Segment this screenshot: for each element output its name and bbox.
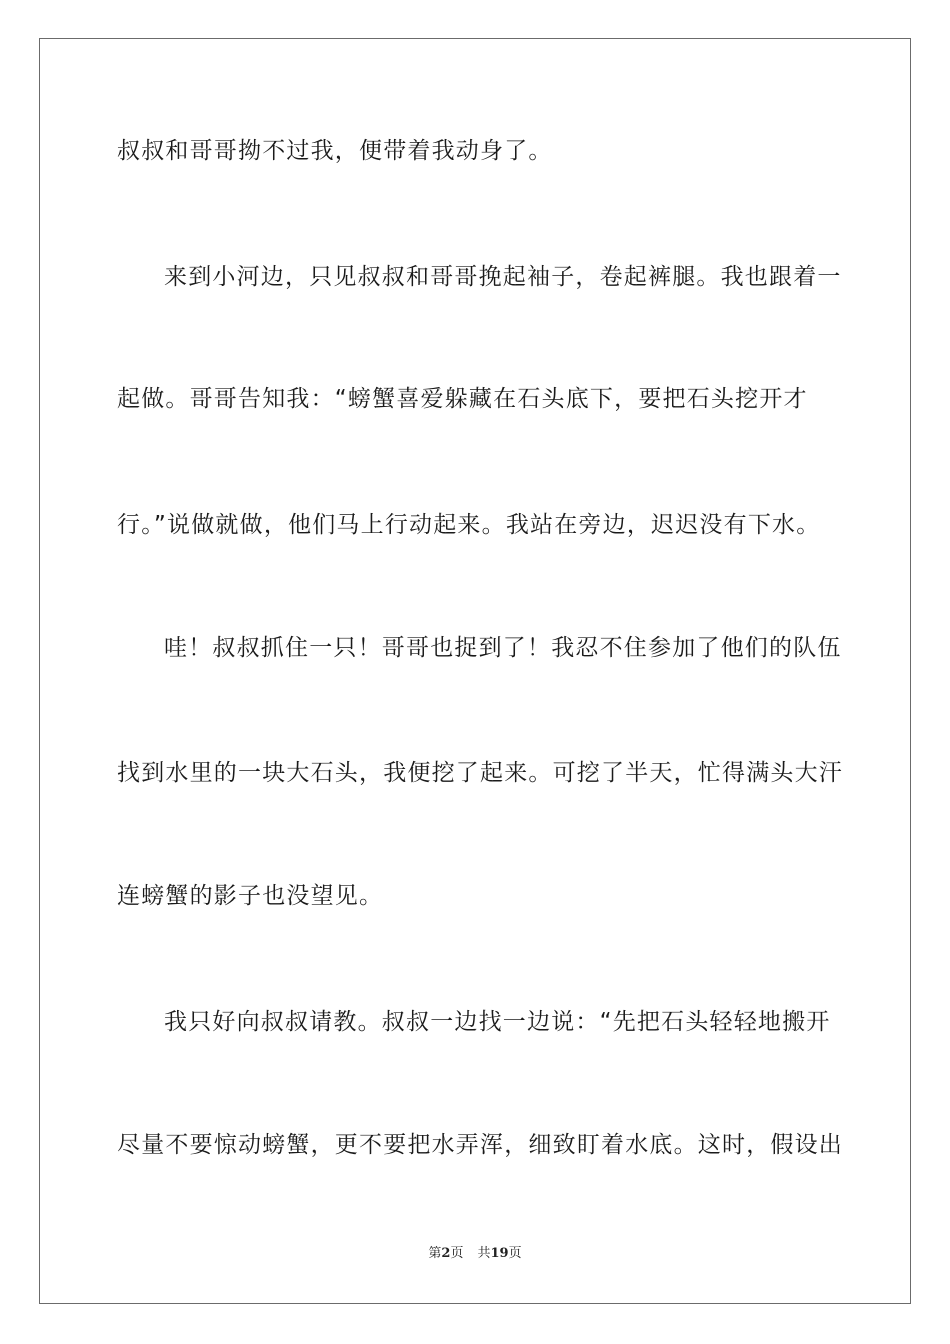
paragraph-start-line: 来到小河边，只见叔叔和哥哥挽起袖子，卷起裤腿。我也跟着一 <box>164 264 842 290</box>
text-line: 起做。哥哥告知我：“螃蟹喜爱躲藏在石头底下，要把石头挖开才 <box>117 386 808 412</box>
paragraph-start-line: 我只好向叔叔请教。叔叔一边找一边说：“先把石头轻轻地搬开 <box>164 1009 831 1035</box>
page-label-prefix: 第 <box>428 1246 442 1261</box>
page-label-suffix: 页 <box>450 1246 464 1261</box>
text-line: 行。”说做就做，他们马上行动起来。我站在旁边，迟迟没有下水。 <box>117 512 821 538</box>
paragraph-start-line: 哇！叔叔抓住一只！哥哥也捉到了！我忍不住参加了他们的队伍 <box>164 635 842 661</box>
total-pages: 19 <box>490 1246 509 1261</box>
text-line: 叔叔和哥哥拗不过我，便带着我动身了。 <box>117 138 553 164</box>
text-line: 连螃蟹的影子也没望见。 <box>117 883 384 909</box>
page-frame <box>39 38 911 1304</box>
text-line: 尽量不要惊动螃蟹，更不要把水弄浑，细致盯着水底。这时，假设出 <box>117 1132 843 1158</box>
page-footer <box>0 1245 950 1263</box>
page-number: 2 <box>441 1246 451 1261</box>
total-label-prefix: 共 <box>477 1246 491 1261</box>
text-line: 找到水里的一块大石头，我便挖了起来。可挖了半天，忙得满头大汗 <box>117 760 843 786</box>
total-label-suffix: 页 <box>508 1246 522 1261</box>
